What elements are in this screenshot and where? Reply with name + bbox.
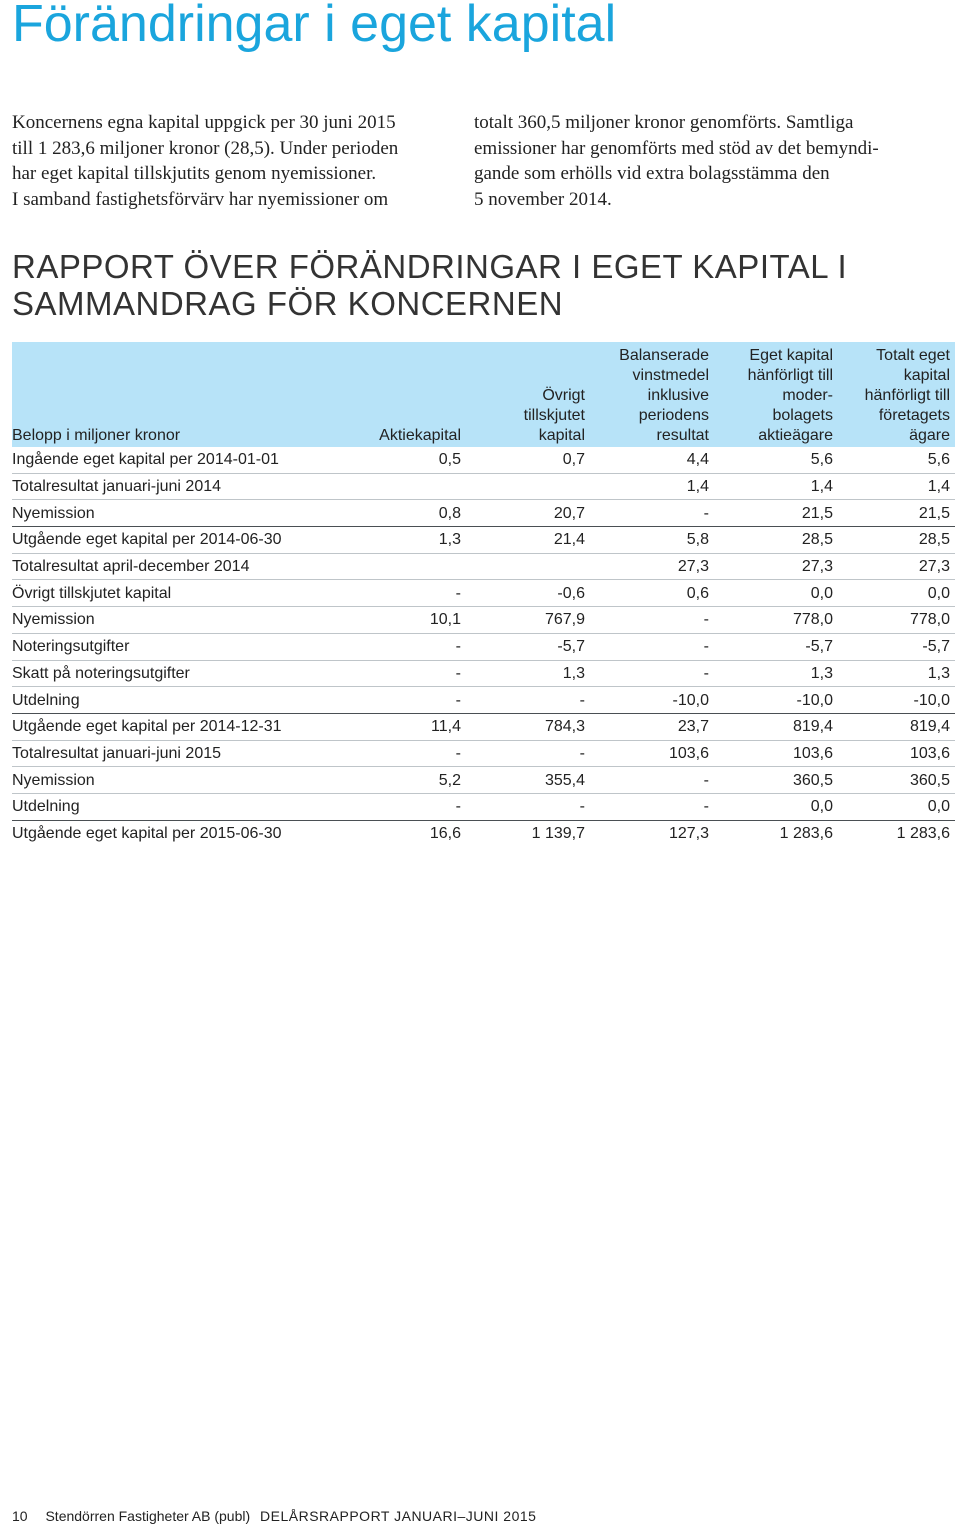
row-label: Övrigt tillskjutet kapital [12,580,340,607]
table-cell: 0,0 [838,793,955,820]
intro-right-column [474,110,924,212]
intro-line: Koncernens egna kapital uppgick per 30 juni 2015 [12,112,396,133]
row-label: Totalresultat januari-juni 2015 [12,740,340,767]
table-cell: -10,0 [590,687,714,714]
row-label: Utgående eget kapital per 2014-12-31 [12,713,340,740]
table-cell: 0,7 [466,447,590,473]
row-label: Utdelning [12,687,340,714]
table-cell: -5,7 [714,633,838,660]
header-line: periodens [638,407,709,424]
table-cell: 5,8 [590,527,714,554]
column-header [466,342,590,447]
table-cell: 21,4 [466,527,590,554]
report-title-line: RAPPORT ÖVER FÖRÄNDRINGAR I EGET KAPITAL I [12,248,848,285]
report-title-line: SAMMANDRAG FÖR KONCERNEN [12,285,564,322]
table-cell [466,553,590,580]
table-cell: 819,4 [714,713,838,740]
table-cell: - [590,793,714,820]
header-line: kapital [538,427,585,444]
table-cell: - [340,633,466,660]
table-cell: 28,5 [714,527,838,554]
table-cell: 27,3 [838,553,955,580]
table-cell: 5,6 [714,447,838,473]
row-label: Totalresultat januari-juni 2014 [12,473,340,500]
table-cell: 11,4 [340,713,466,740]
footer-publication: DELÅRSRAPPORT JANUARI–JUNI 2015 [260,1508,537,1524]
table-cell: - [466,793,590,820]
table-cell: 21,5 [838,500,955,527]
table-cell: 27,3 [714,553,838,580]
header-line: ägare [909,427,950,444]
table-row [12,820,955,846]
table-cell: 27,3 [590,553,714,580]
table-cell: 778,0 [714,607,838,634]
header-line: inklusive [647,387,709,404]
table-cell: 16,6 [429,824,461,842]
row-label: Nyemission [12,767,340,794]
table-cell: 1,3 [466,660,590,687]
report-title [12,248,847,322]
table-cell: 1 283,6 [779,824,833,842]
table-cell: 127,3 [668,824,709,842]
table-cell: 0,5 [340,447,466,473]
table-header-row [12,342,955,447]
table-cell: - [340,793,466,820]
table-cell: 784,3 [466,713,590,740]
table-row [12,580,955,607]
table-cell: 767,9 [466,607,590,634]
table-cell: -5,7 [838,633,955,660]
intro-line: har eget kapital tillskjutits genom nyemissioner. [12,163,377,184]
table-cell: 1,3 [340,527,466,554]
table-cell: 23,7 [590,713,714,740]
table-cell: - [590,660,714,687]
header-line: företagets [878,407,950,424]
table-cell: 0,6 [590,580,714,607]
table-cell [466,473,590,500]
table-cell: 103,6 [714,740,838,767]
table-row [12,767,955,794]
column-header [340,342,466,447]
table-cell: - [590,607,714,634]
table-row [12,660,955,687]
table-cell: - [340,580,466,607]
page-title: Förändringar i eget kapital [12,0,617,53]
column-header [838,342,955,447]
column-header [12,342,340,447]
table-cell: 1,4 [838,473,955,500]
table-cell: - [590,633,714,660]
table-cell: - [590,767,714,794]
table-body [12,447,955,846]
row-label: Nyemission [12,607,340,634]
table-cell: 4,4 [590,447,714,473]
header-line: moder- [782,387,833,404]
table-row [12,740,955,767]
table-cell: - [340,740,466,767]
column-header [714,342,838,447]
table-cell: 103,6 [838,740,955,767]
table-cell: 0,8 [340,500,466,527]
intro-line: 5 november 2014. [474,188,612,210]
table-cell: 5,2 [340,767,466,794]
header-line: Eget kapital [749,347,833,364]
table-row [12,793,955,820]
table-cell: -0,6 [466,580,590,607]
header-line: kapital [903,367,950,384]
row-label: Utgående eget kapital per 2015-06-30 [12,824,282,842]
table-cell: 360,5 [838,767,955,794]
table-cell: 0,0 [838,580,955,607]
table-row [12,687,955,714]
row-label: Utdelning [12,793,340,820]
header-line: Aktiekapital [379,427,461,444]
table-cell: 360,5 [714,767,838,794]
header-line: hänförligt till [864,387,950,404]
table-row [12,713,955,740]
header-line: hänförligt till [747,367,833,384]
table-cell: 28,5 [838,527,955,554]
row-label: Nyemission [12,500,340,527]
table-cell: 103,6 [590,740,714,767]
table-row [12,527,955,554]
table-cell: 1 139,7 [531,824,585,842]
table-cell: 778,0 [838,607,955,634]
intro-line: totalt 360,5 miljoner kronor genomförts. Samtliga [474,112,854,133]
header-line: Belopp i miljoner kronor [12,427,181,444]
header-line: vinstmedel [632,367,709,384]
table-cell: 0,0 [714,793,838,820]
table-cell: -10,0 [714,687,838,714]
table-cell: - [590,500,714,527]
equity-changes-table [12,342,955,846]
table-cell: 819,4 [838,713,955,740]
table-cell: - [466,687,590,714]
table-row [12,500,955,527]
table-cell [340,473,466,500]
table-cell: 20,7 [466,500,590,527]
row-label: Noteringsutgifter [12,633,340,660]
intro-line: emissioner har genomförts med stöd av det bemyndi- [474,137,879,159]
table-cell: 21,5 [714,500,838,527]
table-row [12,553,955,580]
column-header [590,342,714,447]
page-number: 10 [12,1508,28,1524]
table-cell: -5,7 [466,633,590,660]
table-row [12,607,955,634]
row-label: Skatt på noteringsutgifter [12,660,340,687]
table-cell: 1,4 [714,473,838,500]
table-cell: 1,3 [714,660,838,687]
table-row [12,447,955,473]
table-cell: 1 283,6 [896,824,950,842]
table-cell: - [466,740,590,767]
table-cell: - [340,687,466,714]
header-line: tillskjutet [523,407,585,424]
table-cell [340,553,466,580]
header-line: Totalt eget [876,347,950,364]
intro-line: gande som erhölls vid extra bolagsstämma den [474,163,830,184]
intro-line: till 1 283,6 miljoner kronor (28,5). Under perioden [12,137,399,159]
page-footer [12,1508,536,1524]
header-line: aktieägare [758,427,833,444]
table-row [12,473,955,500]
table-cell: 10,1 [340,607,466,634]
table-cell: -10,0 [838,687,955,714]
row-label: Utgående eget kapital per 2014-06-30 [12,527,340,554]
row-label: Totalresultat april-december 2014 [12,553,340,580]
row-label: Ingående eget kapital per 2014-01-01 [12,447,340,473]
table-cell: 1,4 [590,473,714,500]
table-cell: 0,0 [714,580,838,607]
table-cell: 355,4 [466,767,590,794]
header-line: Balanserade [619,347,709,364]
table-cell: 5,6 [838,447,955,473]
header-line: bolagets [772,407,833,424]
table-row [12,633,955,660]
table-cell: - [340,660,466,687]
header-line: resultat [656,427,709,444]
intro-left-column [12,110,462,212]
footer-company: Stendörren Fastigheter AB (publ) [45,1508,251,1524]
header-line: Övrigt [542,387,585,404]
table-cell: 1,3 [838,660,955,687]
intro-line: I samband fastighetsförvärv har nyemissioner om [12,188,389,210]
